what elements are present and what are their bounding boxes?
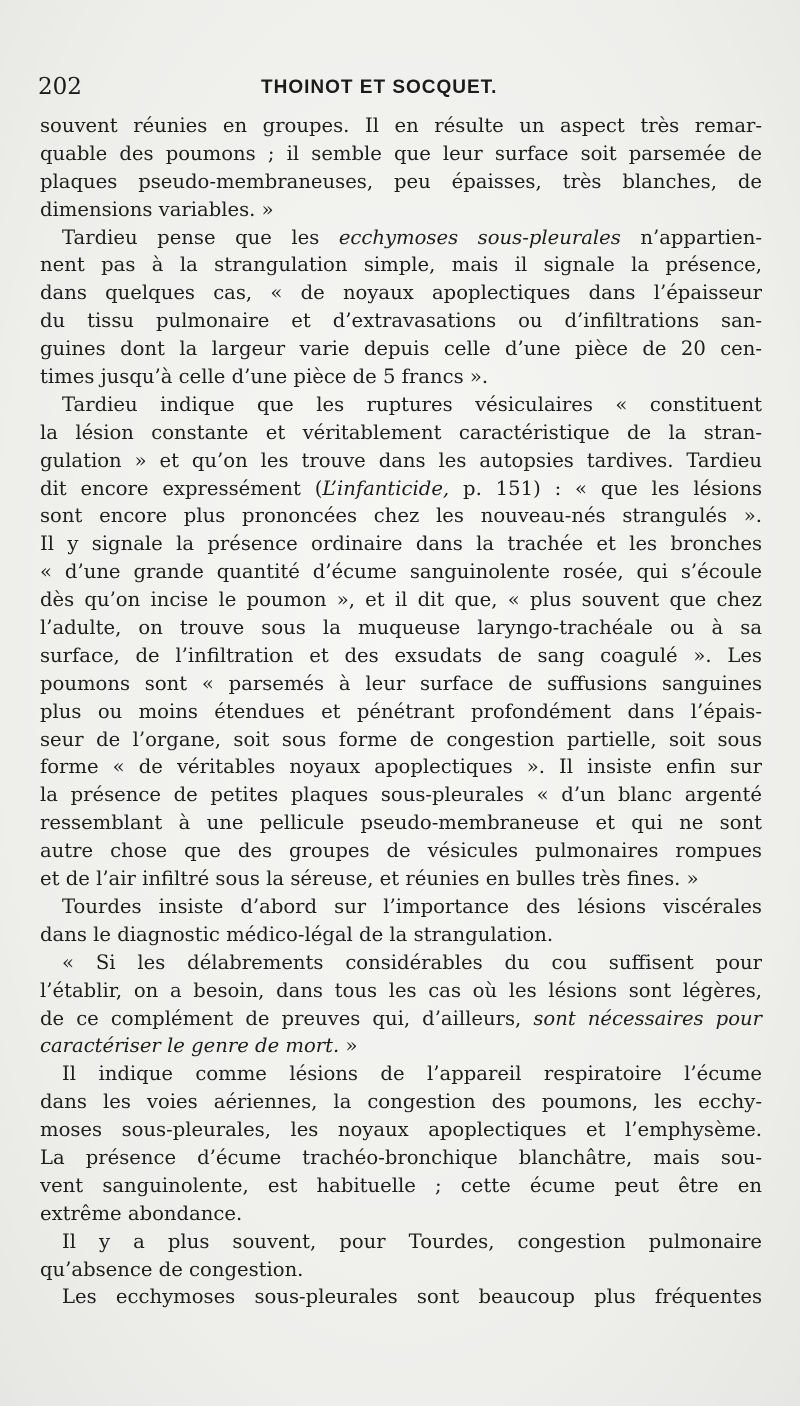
page-header	[38, 74, 758, 108]
text-line: nent pas à la strangulation simple, mais il signale la présence,	[40, 253, 762, 277]
text-line: Il y signale la présence ordinaire dans la trachée et les bronches	[40, 532, 762, 556]
text-line: Il indique comme lésions de l’appareil respiratoire l’écume	[62, 1062, 762, 1086]
text-line: gulation » et qu’on les trouve dans les autopsies tardives. Tardieu	[40, 448, 762, 472]
text-line: La présence d’écume trachéo-bronchique blanchâtre, mais sou-	[40, 1145, 762, 1169]
text-line: dit encore expressément (L’infanticide, p. 151) : « que les lésions	[40, 476, 762, 500]
text-line: Tourdes insiste d’abord sur l’importance des lésions viscérales	[62, 894, 762, 918]
text-line: dans le diagnostic médico-légal de la strangulation.	[40, 922, 554, 946]
text-line: forme « de véritables noyaux apoplectiques ». Il insiste enfin sur	[40, 755, 762, 779]
text-line: la lésion constante et véritablement caractéristique de la stran-	[40, 420, 762, 444]
text-line: times jusqu’à celle d’une pièce de 5 francs ».	[40, 365, 489, 389]
text-line: vent sanguinolente, est habituelle ; cette écume peut être en	[40, 1173, 762, 1197]
text-line: souvent réunies en groupes. Il en résulte un aspect très remar-	[40, 114, 762, 137]
text-line: poumons sont « parsemés à leur surface de suffusions sanguines	[40, 671, 762, 695]
running-title: THOINOT ET SOCQUET.	[261, 77, 498, 98]
text-line: de ce complément de preuves qui, d’ailleurs, sont nécessaires pour	[40, 1006, 762, 1030]
text-line: guines dont la largeur varie depuis celle d’une pièce de 20 cen-	[40, 337, 762, 361]
text-line: autre chose que des groupes de vésicules pulmonaires rompues	[40, 839, 762, 863]
text-line: Il y a plus souvent, pour Tourdes, congestion pulmonaire	[62, 1229, 762, 1253]
text-line: « d’une grande quantité d’écume sanguinolente rosée, qui s’écoule	[40, 560, 762, 584]
text-line: du tissu pulmonaire et d’extravasations ou d’infiltrations san-	[40, 309, 762, 333]
line-text: Tardieu pense que les ecchymoses sous-pleurales n’appartien-	[62, 225, 762, 249]
text-line: plaques pseudo-membraneuses, peu épaisses, très blanches, de	[40, 169, 762, 193]
text-line: l’établir, on a besoin, dans tous les cas où les lésions sont légères,	[40, 978, 762, 1002]
text-line: dans les voies aériennes, la congestion des poumons, les ecchy-	[40, 1090, 762, 1114]
text-line: dimensions variables. »	[40, 197, 274, 221]
text-line: surface, de l’infiltration et des exsudats de sang coagulé ». Les	[40, 643, 762, 667]
text-line: et de l’air infiltré sous la séreuse, et réunies en bulles très fines. »	[40, 867, 699, 891]
text-line: seur de l’organe, soit sous forme de congestion partielle, soit sous	[40, 727, 762, 751]
text-line: dans quelques cas, « de noyaux apoplectiques dans l’épaisseur	[40, 281, 762, 305]
text-line: quable des poumons ; il semble que leur surface soit parsemée de	[40, 141, 762, 165]
text-line: ressemblant à une pellicule pseudo-membraneuse et qui ne sont	[40, 811, 762, 835]
body-text	[40, 112, 762, 1311]
text-line: caractériser le genre de mort. »	[40, 1034, 358, 1058]
text-line: qu’absence de congestion.	[40, 1257, 304, 1281]
text-line: Tardieu indique que les ruptures vésiculaires « constituent	[62, 392, 762, 416]
text-line: plus ou moins étendues et pénétrant profondément dans l’épais-	[40, 699, 762, 723]
text-line: extrême abondance.	[40, 1201, 243, 1225]
text-line: moses sous-pleurales, les noyaux apoplectiques et l’emphysème.	[40, 1118, 762, 1142]
text-line: « Si les délabrements considérables du cou suffisent pour	[62, 950, 762, 974]
text-line	[40, 224, 762, 252]
page-number: 202	[38, 74, 82, 100]
text-line: sont encore plus prononcées chez les nouveau-nés strangulés ».	[40, 504, 762, 528]
text-line: dès qu’on incise le poumon », et il dit que, « plus souvent que chez	[40, 588, 762, 612]
text-line: la présence de petites plaques sous-pleurales « d’un blanc argenté	[40, 783, 762, 807]
text-line: Les ecchymoses sous-pleurales sont beaucoup plus fréquentes	[62, 1285, 762, 1309]
text-line: l’adulte, on trouve sous la muqueuse laryngo-trachéale ou à sa	[40, 616, 762, 640]
